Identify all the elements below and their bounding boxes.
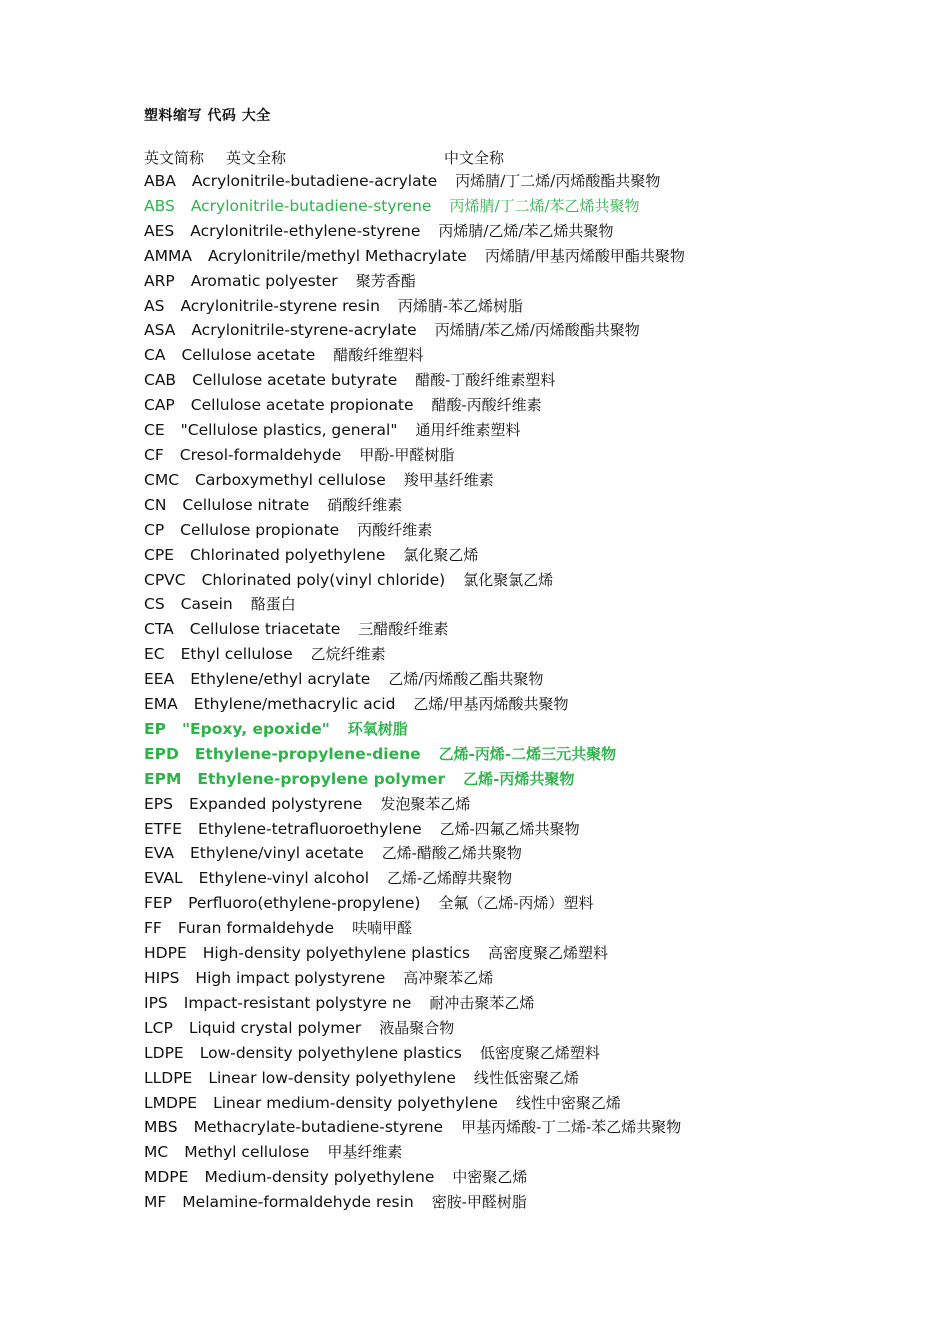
entry-abbreviation: LLDPE [144,1068,193,1087]
entry-english-name: Acrylonitrile-butadiene-acrylate [191,172,438,190]
list-item [144,494,904,519]
entry-chinese-name: 乙烯-四氟乙烯共聚物 [439,819,580,838]
list-item [144,842,904,867]
list-item [144,319,904,344]
entry-chinese-name: 乙烯-醋酸乙烯共聚物 [381,844,522,863]
entry-english-name: Cellulose acetate [181,346,316,365]
entry-chinese-name: 乙烯/甲基丙烯酸共聚物 [413,695,569,714]
list-item [144,220,904,245]
entry-chinese-name: 丙烯腈/丁二烯/丙烯酸酯共聚物 [455,172,661,190]
entry-english-name: Ethylene/ethyl acrylate [190,670,371,689]
entry-chinese-name: 丙烯腈/丁二烯/苯乙烯共聚物 [449,196,640,215]
entry-english-name: Low-density polyethylene plastics [199,1043,462,1062]
entry-abbreviation: CPE [144,545,174,564]
entry-abbreviation: CF [144,445,164,464]
entry-abbreviation: LDPE [144,1043,184,1062]
entry-abbreviation: FEP [144,894,173,913]
entry-chinese-name: 乙烯/丙烯酸乙酯共聚物 [388,670,544,689]
entry-abbreviation: CAB [144,371,177,390]
entry-english-name: Ethylene-propylene-diene [194,744,421,763]
header-english-name: 英文全称 [226,149,287,167]
list-item [144,793,904,818]
entry-english-name: Perfluoro(ethylene-propylene) [188,894,421,913]
entry-abbreviation: CP [144,520,165,539]
list-item [144,618,904,643]
entry-abbreviation: AES [144,221,175,240]
list-item [144,1017,904,1042]
entry-abbreviation: MBS [144,1118,178,1137]
entry-chinese-name: 甲基纤维素 [327,1143,403,1162]
list-item [144,917,904,942]
entry-abbreviation: EMA [144,695,178,714]
entry-english-name: Cellulose nitrate [182,495,310,514]
entry-english-name: Ethylene-propylene polymer [197,769,446,788]
list-item [144,1042,904,1067]
entry-abbreviation: CMC [144,470,180,489]
entry-abbreviation: EPD [144,744,179,763]
entry-english-name: Ethyl cellulose [180,645,293,664]
entry-abbreviation: EVAL [144,869,183,888]
entry-abbreviation: CN [144,495,167,514]
entry-abbreviation: CE [144,421,165,440]
list-item [144,643,904,668]
entry-abbreviation: ASA [144,321,176,340]
entry-chinese-name: 醋酸纤维塑料 [333,346,424,365]
entry-chinese-name: 密胺-甲醛树脂 [431,1193,527,1212]
list-item [144,270,904,295]
entry-abbreviation: CPVC [144,570,186,589]
list-item [144,394,904,419]
entry-english-name: Cellulose triacetate [189,620,341,639]
entry-english-name: Cellulose acetate propionate [190,396,414,415]
entry-abbreviation: EC [144,645,165,664]
list-item [144,519,904,544]
entry-chinese-name: 通用纤维素塑料 [415,421,521,440]
entry-chinese-name: 乙烯-乙烯醇共聚物 [387,869,513,888]
entry-english-name: "Epoxy, epoxide" [181,719,330,738]
entry-english-name: Acrylonitrile-butadiene-styrene [190,196,432,215]
list-item [144,170,904,195]
entry-abbreviation: CAP [144,396,175,415]
entry-english-name: Medium-density polyethylene [204,1168,435,1187]
list-item [144,892,904,917]
entry-english-name: High impact polystyrene [195,969,386,987]
entry-chinese-name: 聚芳香酯 [355,271,416,290]
entry-english-name: Ethylene/vinyl acetate [190,844,364,863]
entry-english-name: Furan formaldehyde [177,919,335,938]
entry-chinese-name: 耐冲击聚苯乙烯 [429,993,535,1012]
entry-chinese-name: 全氟（乙烯-丙烯）塑料 [438,894,594,913]
entry-abbreviation: MC [144,1143,169,1162]
entry-english-name: Chlorinated poly(vinyl chloride) [201,570,446,589]
entry-chinese-name: 甲酚-甲醛树脂 [359,445,455,464]
entry-chinese-name: 丙烯腈/苯乙烯/丙烯酸酯共聚物 [434,321,640,340]
entry-chinese-name: 中密聚乙烯 [452,1168,528,1187]
entry-chinese-name: 丙烯腈-苯乙烯树脂 [397,296,523,315]
entry-english-name: High-density polyethylene plastics [202,944,470,963]
entry-chinese-name: 硝酸纤维素 [327,495,403,514]
entry-abbreviation: HIPS [144,969,180,987]
entry-chinese-name: 发泡聚苯乙烯 [380,794,471,813]
entry-chinese-name: 乙烯-丙烯共聚物 [463,769,575,788]
entry-abbreviation: AMMA [144,246,192,265]
entry-abbreviation: MDPE [144,1168,189,1187]
entry-english-name: Acrylonitrile-styrene-acrylate [191,321,417,340]
entry-english-name: Cellulose propionate [180,520,340,539]
entry-english-name: Casein [180,595,233,614]
list-item [144,344,904,369]
list-item [144,1166,904,1191]
entry-chinese-name: 呋喃甲醛 [352,919,413,938]
list-item [144,693,904,718]
list-item [144,295,904,320]
entry-english-name: Cresol-formaldehyde [179,445,342,464]
entry-abbreviation: ABA [144,172,176,190]
entry-english-name: Ethylene-tetrafluoroethylene [197,819,422,838]
entry-english-name: Linear low-density polyethylene [208,1068,456,1087]
entry-abbreviation: EEA [144,670,175,689]
list-item [144,668,904,693]
list-item [144,718,904,743]
entry-english-name: Acrylonitrile-ethylene-styrene [190,221,421,240]
entry-abbreviation: ARP [144,271,175,290]
list-item [144,369,904,394]
entry-english-name: "Cellulose plastics, general" [180,421,398,440]
entry-abbreviation: ABS [144,196,175,215]
entry-chinese-name: 羧甲基纤维素 [403,470,494,489]
entry-chinese-name: 醋酸-丁酸纤维素塑料 [415,371,556,390]
entry-english-name: Ethylene-vinyl alcohol [198,869,370,888]
entry-english-name: Liquid crystal polymer [188,1018,362,1037]
entry-chinese-name: 液晶聚合物 [379,1018,455,1037]
entry-english-name: Aromatic polyester [190,271,338,290]
entry-abbreviation: MF [144,1193,167,1212]
list-item [144,992,904,1017]
entry-chinese-name: 丙酸纤维素 [357,520,433,539]
entry-chinese-name: 丙烯腈/甲基丙烯酸甲酯共聚物 [484,246,685,265]
list-item [144,1191,904,1216]
entry-chinese-name: 线性中密聚乙烯 [515,1093,621,1112]
entry-chinese-name: 甲基丙烯酸-丁二烯-苯乙烯共聚物 [461,1118,682,1137]
entry-english-name: Methyl cellulose [184,1143,310,1162]
entry-chinese-name: 丙烯腈/乙烯/苯乙烯共聚物 [438,221,614,240]
list-item [144,1067,904,1092]
entry-abbreviation: CTA [144,620,174,639]
header-abbreviation: 英文简称 [144,149,205,167]
entry-abbreviation: EPM [144,769,182,788]
list-item [144,1141,904,1166]
document-title: 塑料缩写 代码 大全 [144,108,271,124]
entry-english-name: Cellulose acetate butyrate [192,371,398,390]
entry-chinese-name: 高密度聚乙烯塑料 [487,944,608,963]
entry-abbreviation: EVA [144,844,175,863]
entry-abbreviation: EPS [144,794,173,813]
entry-chinese-name: 环氧树脂 [347,719,408,738]
list-item [144,1116,904,1141]
entry-abbreviation: LCP [144,1018,173,1037]
list-item [144,469,904,494]
entry-chinese-name: 氯化聚乙烯 [403,545,479,564]
list-item [144,195,904,220]
list-item [144,1092,904,1117]
list-item [144,867,904,892]
entry-abbreviation: CA [144,346,166,365]
list-item [144,569,904,594]
entry-abbreviation: ETFE [144,819,182,838]
entry-abbreviation: LMDPE [144,1093,198,1112]
entry-english-name: Chlorinated polyethylene [189,545,386,564]
entry-abbreviation: AS [144,296,165,315]
list-item [144,245,904,270]
entry-abbreviation: CS [144,595,165,614]
entry-chinese-name: 醋酸-丙酸纤维素 [431,396,542,415]
entry-english-name: Carboxymethyl cellulose [195,470,386,489]
entry-english-name: Expanded polystyrene [188,794,363,813]
entry-abbreviation: IPS [144,993,168,1012]
list-item [144,544,904,569]
entry-abbreviation: FF [144,919,162,938]
entry-chinese-name: 线性低密聚乙烯 [473,1068,579,1087]
entry-english-name: Melamine-formaldehyde resin [182,1193,414,1212]
entry-english-name: Ethylene/methacrylic acid [193,695,396,714]
abbreviation-list [144,170,904,1216]
entry-chinese-name: 高冲聚苯乙烯 [403,969,494,987]
column-header-row [144,147,844,169]
entry-chinese-name: 酪蛋白 [250,595,296,614]
list-item [144,419,904,444]
list-item [144,743,904,768]
entry-chinese-name: 乙烷纤维素 [310,645,386,664]
entry-english-name: Acrylonitrile/methyl Methacrylate [207,246,467,265]
entry-english-name: Linear medium-density polyethylene [213,1093,498,1112]
list-item [144,942,904,967]
header-chinese-name: 中文全称 [444,149,505,167]
entry-english-name: Methacrylate-butadiene-styrene [193,1118,444,1137]
list-item [144,768,904,793]
entry-chinese-name: 乙烯-丙烯-二烯三元共聚物 [438,744,617,763]
entry-chinese-name: 三醋酸纤维素 [358,620,449,639]
entry-abbreviation: EP [144,719,166,738]
list-item [144,967,904,992]
entry-chinese-name: 氯化聚氯乙烯 [463,570,554,589]
entry-english-name: Acrylonitrile-styrene resin [180,296,380,315]
list-item [144,444,904,469]
entry-english-name: Impact-resistant polystyre ne [183,993,412,1012]
entry-chinese-name: 低密度聚乙烯塑料 [479,1043,600,1062]
entry-abbreviation: HDPE [144,944,187,963]
list-item [144,818,904,843]
list-item [144,593,904,618]
